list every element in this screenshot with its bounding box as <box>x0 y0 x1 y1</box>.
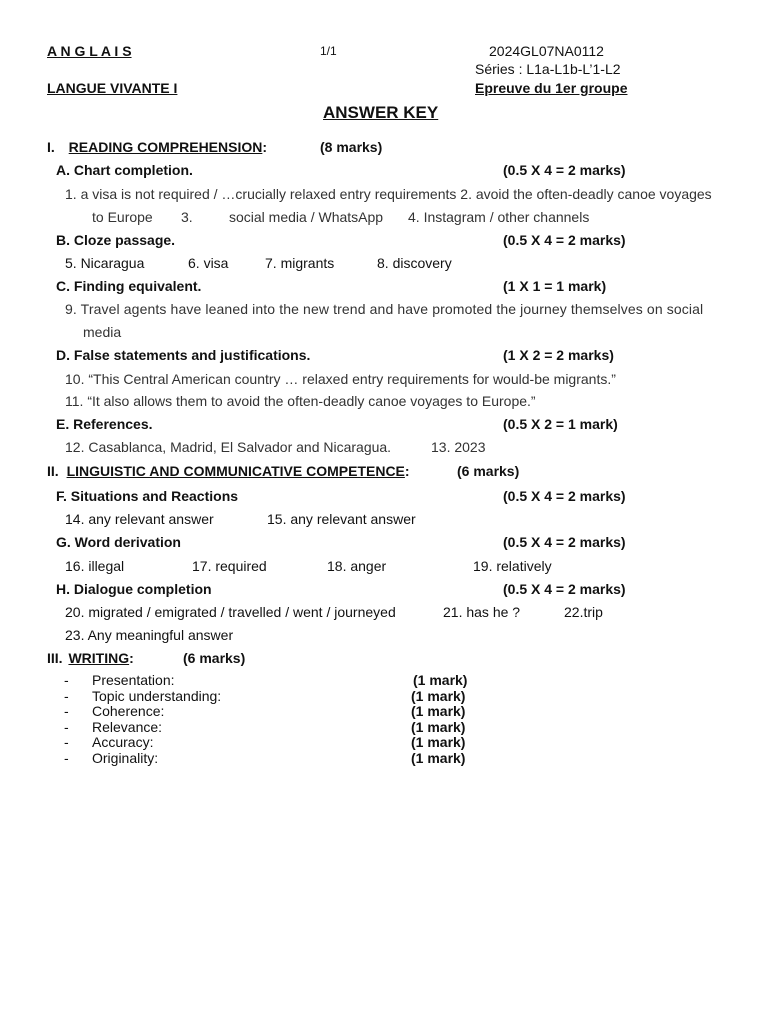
criterion-mark: (1 mark) <box>411 688 466 704</box>
section-1-marks: (8 marks) <box>320 139 383 155</box>
part-g-title: G. Word derivation <box>56 534 181 550</box>
epreuve-label: Epreuve du 1er groupe <box>475 80 628 96</box>
answer-11: 11. “It also allows them to avoid the often-deadly canoe voyages to Europe.” <box>65 393 536 409</box>
part-a-marks: (0.5 X 4 = 2 marks) <box>503 162 626 178</box>
section-2-marks: (6 marks) <box>457 463 520 479</box>
list-item <box>0 672 768 687</box>
part-b-title: B. Cloze passage. <box>56 232 176 248</box>
answer-7: 7. migrants <box>265 255 335 271</box>
list-dash: - <box>64 750 69 766</box>
list-item <box>0 703 768 718</box>
section-3-number: III. <box>47 650 63 666</box>
criterion-mark: (1 mark) <box>411 703 466 719</box>
part-e-title: E. References. <box>56 416 153 432</box>
answer-20: 20. migrated / emigrated / travelled / went / journeyed <box>65 604 396 620</box>
answer-21: 21. has he ? <box>443 604 521 620</box>
subject-label: A N G L A I S <box>47 43 132 59</box>
list-item <box>0 750 768 765</box>
answer-10: 10. “This Central American country … relaxed entry requirements for would-be migrants.” <box>65 371 616 387</box>
section-3-heading <box>47 650 134 666</box>
answer-5: 5. Nicaragua <box>65 255 145 271</box>
list-dash: - <box>64 672 69 688</box>
answer-3: social media / WhatsApp <box>229 209 384 225</box>
answer-9: 9. Travel agents have leaned into the new trend and have promoted the journey themselves on social <box>65 301 704 317</box>
list-item <box>0 734 768 749</box>
criterion-label: Presentation: <box>92 672 175 688</box>
part-d-marks: (1 X 2 = 2 marks) <box>503 347 614 363</box>
section-2-colon: : <box>404 463 410 479</box>
criterion-label: Topic understanding: <box>92 688 222 704</box>
answer-18: 18. anger <box>327 558 387 574</box>
answer-9-cont: media <box>83 324 122 340</box>
part-g-marks: (0.5 X 4 = 2 marks) <box>503 534 626 550</box>
section-2-title: LINGUISTIC AND COMMUNICATIVE COMPETENCE <box>66 463 405 479</box>
part-f-title: F. Situations and Reactions <box>56 488 239 504</box>
part-e-marks: (0.5 X 2 = 1 mark) <box>503 416 618 432</box>
answer-16: 16. illegal <box>65 558 125 574</box>
answer-17: 17. required <box>192 558 267 574</box>
answer-14: 14. any relevant answer <box>65 511 214 527</box>
part-c-title: C. Finding equivalent. <box>56 278 202 294</box>
answer-3-num: 3. <box>181 209 193 225</box>
part-h-marks: (0.5 X 4 = 2 marks) <box>503 581 626 597</box>
criterion-label: Originality: <box>92 750 159 766</box>
criterion-mark: (1 mark) <box>411 750 466 766</box>
answer-13: 13. 2023 <box>431 439 486 455</box>
section-3-title: WRITING <box>68 650 130 666</box>
answer-6: 6. visa <box>188 255 229 271</box>
part-f-marks: (0.5 X 4 = 2 marks) <box>503 488 626 504</box>
page-title: ANSWER KEY <box>323 103 439 122</box>
list-dash: - <box>64 688 69 704</box>
answer-19: 19. relatively <box>473 558 552 574</box>
section-1-colon: : <box>262 139 268 155</box>
section-1-number: I. <box>47 139 55 155</box>
language-label: LANGUE VIVANTE I <box>47 80 178 96</box>
answer-1-2: 1. a visa is not required / …crucially relaxed entry requirements 2. avoid the often-deadly canoe voyages <box>65 186 712 202</box>
answer-2-cont: to Europe <box>92 209 153 225</box>
section-2-number: II. <box>47 463 59 479</box>
section-2-heading <box>47 463 410 479</box>
exam-code: 2024GL07NA0112 <box>489 43 604 59</box>
answer-4: 4. Instagram / other channels <box>408 209 590 225</box>
criterion-label: Accuracy: <box>92 734 154 750</box>
answer-22: 22.trip <box>564 604 603 620</box>
answer-12: 12. Casablanca, Madrid, El Salvador and Nicaragua. <box>65 439 392 455</box>
section-3-colon: : <box>129 650 134 666</box>
list-dash: - <box>64 719 69 735</box>
part-a-title: A. Chart completion. <box>56 162 193 178</box>
section-1-heading <box>47 139 267 155</box>
answer-8: 8. discovery <box>377 255 452 271</box>
list-dash: - <box>64 703 69 719</box>
list-dash: - <box>64 734 69 750</box>
page-number: 1/1 <box>320 44 337 58</box>
criterion-mark: (1 mark) <box>411 719 466 735</box>
part-c-marks: (1 X 1 = 1 mark) <box>503 278 607 294</box>
list-item <box>0 719 768 734</box>
answer-15: 15. any relevant answer <box>267 511 416 527</box>
list-item <box>0 688 768 703</box>
series-label: Séries : L1a-L1b-L’1-L2 <box>475 61 621 77</box>
criterion-mark: (1 mark) <box>413 672 468 688</box>
answer-23: 23. Any meaningful answer <box>65 627 234 643</box>
criterion-mark: (1 mark) <box>411 734 466 750</box>
criterion-label: Relevance: <box>92 719 163 735</box>
section-1-title: READING COMPREHENSION <box>68 139 263 155</box>
part-d-title: D. False statements and justifications. <box>56 347 311 363</box>
criterion-label: Coherence: <box>92 703 165 719</box>
part-b-marks: (0.5 X 4 = 2 marks) <box>503 232 626 248</box>
part-h-title: H. Dialogue completion <box>56 581 212 597</box>
section-3-marks: (6 marks) <box>183 650 246 666</box>
